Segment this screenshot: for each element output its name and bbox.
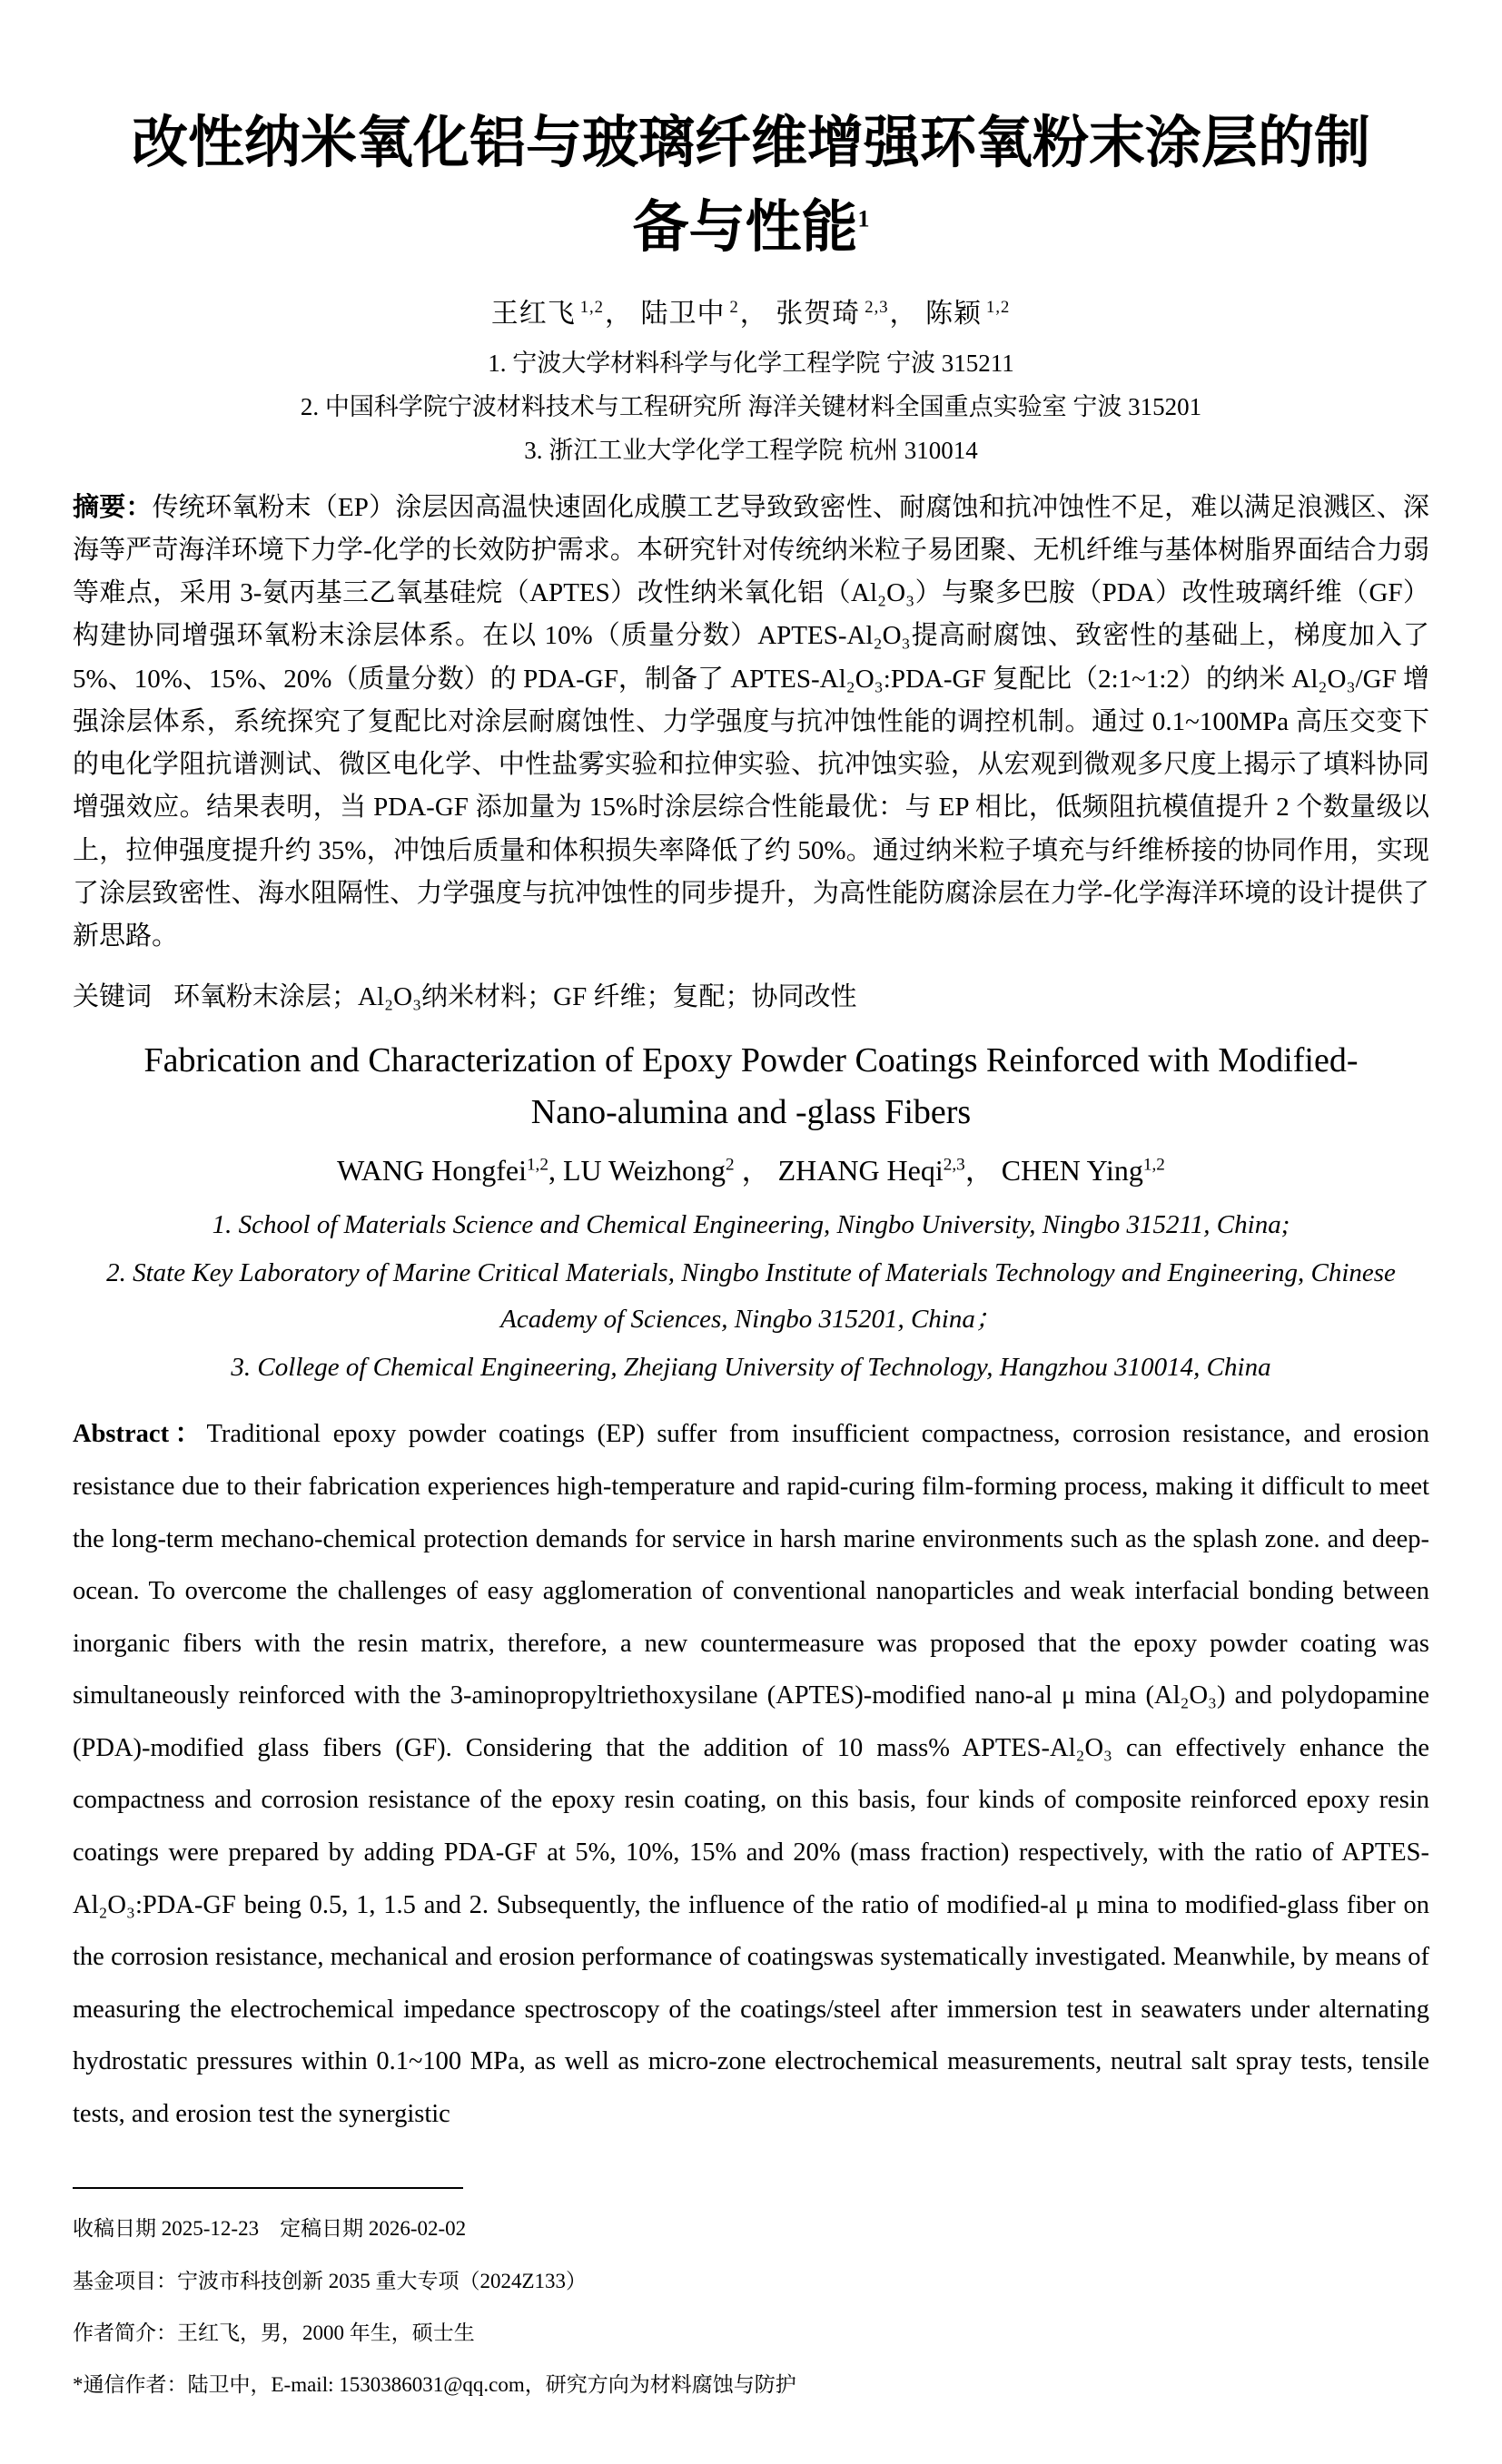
author-name: ZHANG Heqi <box>777 1154 944 1188</box>
author-bio-line: 作者简介：王红飞，男，2000 年生，硕士生 <box>73 2321 475 2344</box>
abstract-zh <box>73 487 1429 959</box>
author-separator: ， <box>604 299 633 329</box>
funding-line: 基金项目：宁波市科技创新 2035 重大专项（2024Z133） <box>73 2269 588 2292</box>
paper-title-zh-text: 改性纳米氧化铝与玻璃纤维增强环氧粉末涂层的制备与性能 <box>131 113 1370 259</box>
author-name: 陈颖 <box>925 299 983 329</box>
footnote-divider <box>73 2187 463 2189</box>
authors-zh <box>73 291 1429 330</box>
author-name: 陆卫中 <box>640 299 726 329</box>
authors-en <box>73 1148 1429 1189</box>
author-affil-sup: 2,3 <box>943 1155 965 1175</box>
author-name: CHEN Ying <box>1001 1154 1143 1188</box>
abstract-label-en: Abstract： <box>73 1420 207 1449</box>
author-separator: ， <box>734 1154 778 1188</box>
affiliation-en-3: 3. College of Chemical Engineering, Zhejiang University of Technology, Hangzhou 310014, China <box>231 1352 1271 1382</box>
author-en <box>778 1154 1002 1187</box>
author-affil-sup: 1,2 <box>579 298 604 317</box>
abstract-text-zh: 传统环氧粉末（EP）涂层因高温快速固化成膜工艺导致致密性、耐腐蚀和抗冲蚀性不足，难以满足浪溅区、深海等严苛海洋环境下力学-化学的长效防护需求。本研究针对传统纳米粒子易团聚、无机纤维与基体树脂界面结合力弱等难点，采用 3-氨丙基三乙氧基硅烷（APTES）改性纳米氧化铝（Al₂O₃）与聚多巴胺（PDA）改性玻璃纤维（GF）构建协同增强环氧粉末涂层体系。在以 10%（质量分数）APTES-Al₂O₃提高耐腐蚀、致密性的基础上，梯度加入了 5%、10%、15%、20%（质量分数）的 PDA-GF，制备了 APTES-Al₂O₃:PDA-GF 复配比（2:1~1:2）的纳米 Al₂O₃/GF 增强涂层体系，系统探究了复配比对涂层耐腐蚀性、力学强度与抗冲蚀性能的调控机制。通过 0.1~100MPa 高压交变下的电化学阻抗谱测试、微区电化学、中性盐雾实验和拉伸实验、抗冲蚀实验，从宏观到微观多尺度上揭示了填料协同增强效应。结果表明，当 PDA-GF 添加量为 15%时涂层综合性能最优：与 EP 相比，低频阻抗模值提升 2 个数量级以上，拉伸强度提升约 35%，冲蚀后质量和体积损失率降低了约 50%。通过纳米粒子填充与纤维桥接的协同作用，实现了涂层致密性、海水阻隔性、力学强度与抗冲蚀性的同步提升，为高性能防腐涂层在力学-化学海洋环境的设计提供了新思路。 <box>73 492 1429 951</box>
author-separator: , <box>548 1154 563 1188</box>
author-affil-sup: 1,2 <box>986 298 1011 317</box>
author-en <box>337 1154 563 1187</box>
abstract-label-zh: 摘要： <box>73 492 153 522</box>
author-en <box>1002 1154 1165 1187</box>
author-affil-sup: 2,3 <box>865 298 889 317</box>
author-affil-sup: 1,2 <box>1142 1155 1165 1175</box>
paper-title-en: Fabrication and Characterization of Epoxy Powder Coatings Reinforced with Modified-Nano-alumina and -glass Fibers <box>143 1041 1359 1132</box>
author-separator: ， <box>739 299 768 329</box>
author-en <box>563 1154 778 1187</box>
author-separator: ， <box>964 1154 1002 1188</box>
author-name: 张贺琦 <box>776 299 861 329</box>
corresponding-author-line: *通信作者：陆卫中，E-mail: 1530386031@qq.com，研究方向为材料腐蚀与防护 <box>73 2372 796 2396</box>
author-affil-sup: 2 <box>729 298 739 317</box>
author-name: LU Weizhong <box>562 1154 726 1188</box>
author-separator: ， <box>889 299 918 329</box>
affiliation-zh-2: 2. 中国科学院宁波材料技术与工程研究所 海洋关键材料全国重点实验室 宁波 315201 <box>300 392 1202 420</box>
title-footnote-marker: 1 <box>857 205 870 232</box>
footnote-area <box>73 2187 1429 2400</box>
affiliation-en-2: 2. State Key Laboratory of Marine Critical Materials, Ningbo Institute of Materials Technology and Engineering, Chinese Academy of Sciences, Ningbo 315201, China； <box>106 1258 1396 1334</box>
keywords-text-zh: 环氧粉末涂层；Al₂O₃纳米材料；GF 纤维；复配；协同改性 <box>173 982 857 1012</box>
keywords-zh <box>73 976 1429 1013</box>
author-affil-sup: 1,2 <box>526 1155 548 1175</box>
author-affil-sup: 2 <box>725 1155 735 1175</box>
paper-title-zh <box>114 102 1388 271</box>
author-zh <box>776 299 917 329</box>
affiliation-en-1: 1. School of Materials Science and Chemical Engineering, Ningbo University, Ningbo 315211, China; <box>212 1210 1290 1240</box>
author-name: 王红飞 <box>490 299 576 329</box>
author-name: WANG Hongfei <box>337 1154 527 1188</box>
received-date-line: 收稿日期 2025-12-23 定稿日期 2026-02-02 <box>73 2217 467 2241</box>
abstract-en <box>73 1408 1429 2140</box>
author-zh <box>925 299 1011 329</box>
affiliation-zh-1: 1. 宁波大学材料科学与化学工程学院 宁波 315211 <box>488 350 1014 377</box>
author-zh <box>640 299 767 329</box>
affiliation-zh-3: 3. 浙江工业大学化学工程学院 杭州 310014 <box>524 436 978 464</box>
author-zh <box>491 299 633 329</box>
abstract-text-en: Traditional epoxy powder coatings (EP) suffer from insufficient compactness, corrosion resistance, and erosion resistance due to their fabrication experiences high-temperature and rapid-curing film-forming process, making it difficult to meet the long-term mechano-chemical protection demands for service in harsh marine environments such as the splash zone. and deep-ocean. To overcome the challenges of easy agglomeration of conventional nanoparticles and weak interfacial bonding between inorganic fibers with the resin matrix, therefore, a new countermeasure was proposed that the epoxy powder coating was simultaneously reinforced with the 3-aminopropyltriethoxysilane (APTES)-modified nano-al μ mina (Al₂O₃) and polydopamine (PDA)-modified glass fibers (GF). Considering that the addition of 10 mass% APTES-Al₂O₃ can effectively enhance the compactness and corrosion resistance of the epoxy resin coating, on this basis, four kinds of composite reinforced epoxy resin coatings were prepared by adding PDA-GF at 5%, 10%, 15% and 20% (mass fraction) respectively, with the ratio of APTES-Al₂O₃:PDA-GF being 0.5, 1, 1.5 and 2. Subsequently, the influence of the ratio of modified-al μ mina to modified-glass fiber on the corrosion resistance, mechanical and erosion performance of coatingswas systematically investigated. Meanwhile, by means of measuring the electrochemical impedance spectroscopy of the coatings/steel after immersion test in seawaters under alternating hydrostatic pressures within 0.1~100 MPa, as well as micro-zone electrochemical measurements, neutral salt spray tests, tensile tests, and erosion test the synergistic <box>73 1420 1429 2128</box>
keywords-label-zh: 关键词 <box>73 982 153 1012</box>
